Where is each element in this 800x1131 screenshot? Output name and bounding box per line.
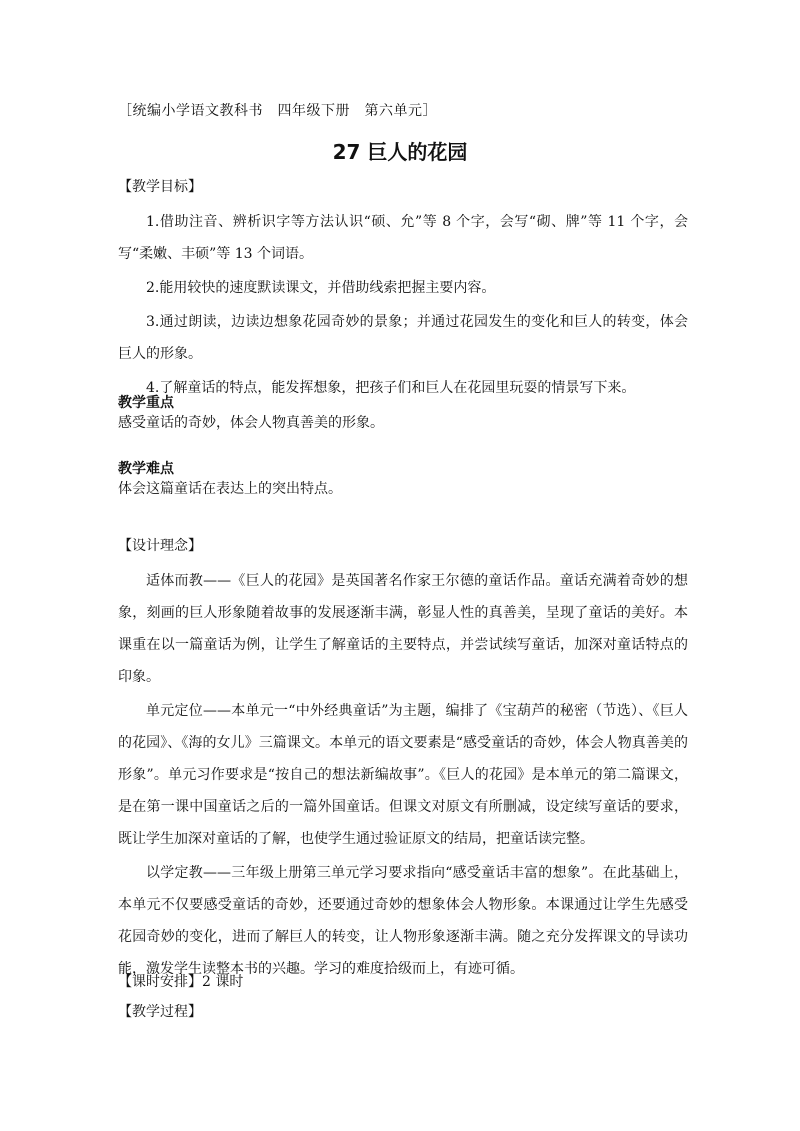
schedule-value: 2 课时 [202, 974, 244, 990]
process-heading: 【教学过程】 [118, 1004, 202, 1020]
design-paragraph: 适体而教——《巨人的花园》是英国著名作家王尔德的童话作品。童话充满着奇妙的想象，刻画的巨人形象随着故事的发展逐渐丰满，彰显人性的真善美，呈现了童话的美好。本课重在以一篇童话为例，让学生了解童话的主要特点，并尝试续写童话，加深对童话特点的印象。 [118, 573, 688, 685]
key-points-heading: 教学重点 [118, 395, 174, 411]
textbook-header: ［统编小学语文教科书 四年级下册 第六单元］ [118, 103, 437, 119]
design-paragraph: 以学定教——三年级上册第三单元学习要求指向“感受童话丰富的想象”。在此基础上，本单元不仅要感受童话的奇妙，还要通过奇妙的想象体会人物形象。本课通过让学生先感受花园奇妙的变化，进而了解巨人的转变，让人物形象逐渐丰满。随之充分发挥课文的导读功能，激发学生读整本书的兴趣。学习的难度拾级而上，有迹可循。 [118, 865, 688, 977]
schedule-section [118, 971, 688, 993]
objectives-section [118, 176, 688, 404]
difficulties-heading: 教学难点 [118, 461, 174, 477]
schedule-line [118, 971, 688, 993]
objectives-heading: 【教学目标】 [118, 179, 202, 195]
objective-item: 3.通过朗读，边读边想象花园奇妙的景象；并通过花园发生的变化和巨人的转变，体会巨人的形象。 [118, 314, 688, 362]
key-points-text: 感受童话的奇妙，体会人物真善美的形象。 [118, 415, 384, 431]
design-paragraph: 单元定位——本单元一“中外经典童话”为主题，编排了《宝葫芦的秘密（节选）、《巨人的花园》、《海的女儿》三篇课文。本单元的语文要素是“感受童话的奇妙，体会人物真善美的形象”。单元习作要求是“按自己的想法新编故事”。《巨人的花园》是本单元的第二篇课文，是在第一课中国童话之后的一篇外国童话。但课文对原文有所删减，设定续写童话的要求，既让学生加深对童话的了解，也使学生通过验证原文的结局，把童话读完整。 [118, 703, 688, 847]
design-section [118, 535, 688, 985]
difficulties-text: 体会这篇童话在表达上的突出特点。 [118, 481, 342, 497]
schedule-heading: 【课时安排】 [118, 974, 202, 990]
objective-item: 2.能用较快的速度默读课文，并借助线索把握主要内容。 [146, 280, 496, 296]
lesson-title: 27 巨人的花园 [332, 140, 468, 164]
key-points-section [118, 393, 688, 433]
process-section [118, 1001, 688, 1023]
design-heading: 【设计理念】 [118, 538, 202, 554]
difficulties-section [118, 459, 688, 499]
objective-item: 1.借助注音、辨析识字等方法认识“硕、允”等 8 个字，会写“砌、牌”等 11 个字，会写“柔嫩、丰硕”等 13 个词语。 [118, 214, 688, 262]
objective-item: 4.了解童话的特点，能发挥想象，把孩子们和巨人在花园里玩耍的情景写下来。 [146, 380, 636, 396]
